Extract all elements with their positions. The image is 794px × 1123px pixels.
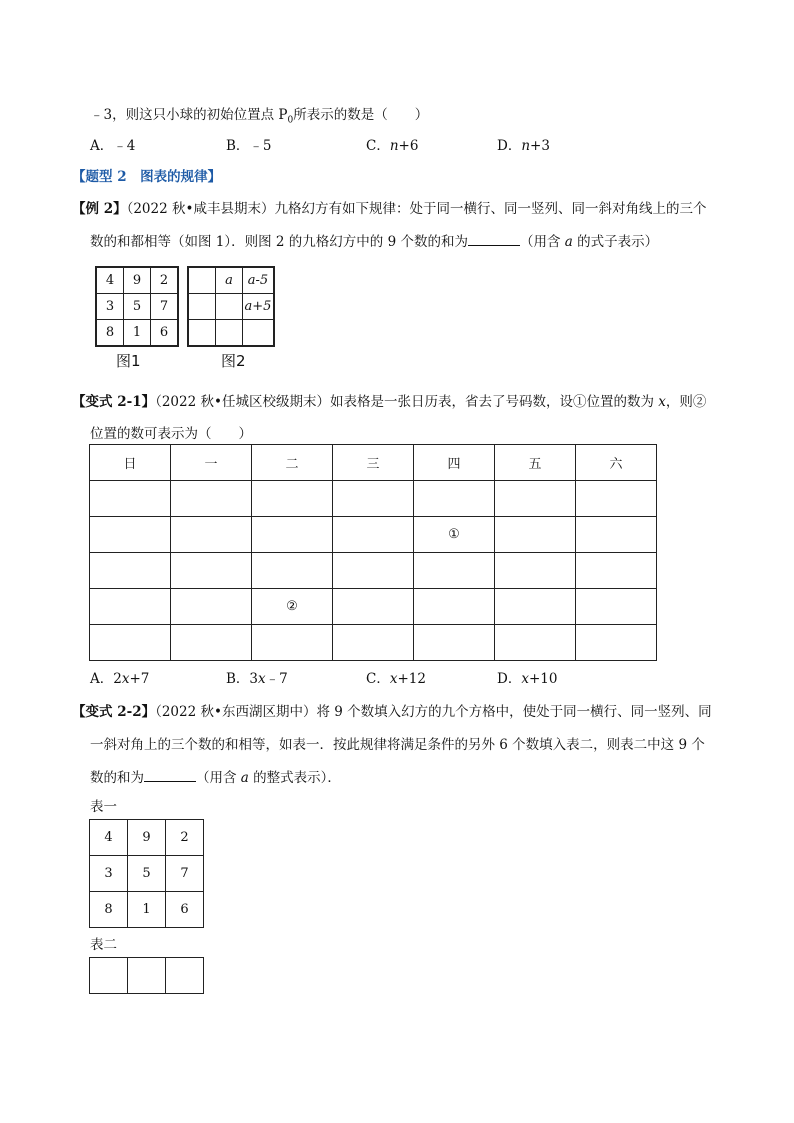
fig1-cell: 3	[96, 294, 124, 320]
variant21-option-a	[90, 667, 149, 687]
prev-option-d	[497, 134, 550, 154]
table2-label: 表二	[90, 937, 117, 953]
calendar-row	[90, 625, 657, 661]
variant21-option-c	[366, 667, 426, 687]
calendar-row	[90, 589, 657, 625]
prev-option-b	[226, 134, 272, 154]
example2-tag: 【例 2】	[72, 201, 127, 217]
fig2-cell	[188, 294, 216, 320]
prev-question-stem	[90, 103, 428, 126]
prev-option-a	[90, 134, 135, 154]
option-letter: D．	[497, 138, 522, 154]
example2-line2	[90, 230, 658, 250]
table2-magic-square	[89, 957, 204, 994]
option-letter: B．	[226, 138, 250, 154]
option-var: x	[258, 671, 266, 687]
variant22-line1	[72, 700, 712, 720]
table2-cell	[166, 958, 204, 994]
variant21-tag: 【变式 2-1】	[72, 394, 156, 410]
table1-cell: 1	[128, 892, 166, 928]
example2-text1: （2022 秋•咸丰县期末）九格幻方有如下规律：处于同一横行、同一竖列、同一斜对角线上的三个	[126, 201, 707, 217]
variant21-text1a: （2022 秋•任城区校级期末）如表格是一张日历表，省去了号码数，设①位置的数为	[155, 394, 659, 410]
fig2-cell	[216, 294, 243, 320]
option-var: x	[521, 671, 529, 687]
prev-option-c	[366, 134, 418, 154]
table1-cell: 8	[90, 892, 128, 928]
calendar-header-wed: 三	[333, 445, 414, 481]
calendar-header-sat: 六	[576, 445, 657, 481]
calendar-header-thu: 四	[414, 445, 495, 481]
calendar-header-sun: 日	[90, 445, 171, 481]
option-letter: D．	[497, 671, 522, 687]
option-letter: B．	[226, 671, 250, 687]
option-text: +7	[129, 671, 150, 687]
fig1-cell: 6	[151, 320, 179, 347]
option-letter: A．	[90, 671, 114, 687]
option-letter: A．	[90, 138, 114, 154]
option-var: n	[521, 138, 531, 154]
fig2-cell	[188, 267, 216, 294]
variant21-var: x	[658, 394, 666, 410]
calendar-header-mon: 一	[171, 445, 252, 481]
variant22-text1: （2022 秋•东西湖区期中）将 9 个数填入幻方的九个方格中，使处于同一横行、同一竖列、同	[155, 704, 712, 720]
variant22-line2: 一斜对角上的三个数的和相等，如表一．按此规律将满足条件的另外 6 个数填入表二，则表二中这 9 个	[90, 737, 705, 753]
fig2-cell	[216, 320, 243, 347]
table1-cell: 2	[166, 820, 204, 856]
table1-magic-square	[89, 819, 204, 928]
prev-stem-subscript: 0	[287, 115, 294, 126]
fig2-cell: a+5	[243, 294, 275, 320]
option-text: ﹣7	[265, 671, 288, 687]
calendar-mark-one: ①	[414, 517, 495, 553]
example2-text2c: 的式子表示）	[572, 234, 659, 250]
option-var: n	[389, 138, 399, 154]
variant21-line2: 位置的数可表示为（ ）	[90, 426, 252, 442]
variant21-option-b	[226, 667, 288, 687]
calendar-row	[90, 553, 657, 589]
table1-cell: 5	[128, 856, 166, 892]
answer-blank[interactable]	[144, 769, 196, 782]
fig1-cell: 8	[96, 320, 124, 347]
variant22-tag: 【变式 2-2】	[72, 704, 156, 720]
variant22-text3b: （用含	[196, 770, 241, 786]
calendar-row	[90, 481, 657, 517]
calendar-header-tue: 二	[252, 445, 333, 481]
table2-cell	[128, 958, 166, 994]
calendar-header-fri: 五	[495, 445, 576, 481]
option-text: ﹣5	[249, 138, 272, 154]
fig1-cell: 1	[124, 320, 151, 347]
prev-stem-text: ﹣3，则这只小球的初始位置点 P	[90, 107, 288, 123]
table1-cell: 3	[90, 856, 128, 892]
option-pre: 2	[113, 671, 122, 687]
option-text: +10	[528, 671, 558, 687]
fig1-cell: 5	[124, 294, 151, 320]
figure1-grid	[95, 266, 179, 347]
variant21-option-d	[497, 667, 557, 687]
prev-stem-tail: 所表示的数是（ ）	[293, 107, 429, 123]
variant22-var: a	[240, 770, 249, 786]
option-text: +12	[397, 671, 426, 687]
fig2-cell: a-5	[243, 267, 275, 294]
fig1-cell: 7	[151, 294, 179, 320]
fig1-cell: 2	[151, 267, 179, 294]
variant22-text3a: 数的和为	[90, 770, 144, 786]
figure1-caption: 图1	[116, 352, 141, 370]
option-var: x	[389, 671, 398, 687]
example2-text2a: 数的和都相等（如图 1）．则图 2 的九格幻方中的 9 个数的和为	[90, 234, 468, 250]
fig1-cell: 9	[124, 267, 151, 294]
calendar-mark-two: ②	[252, 589, 333, 625]
variant21-text1b: ，则②	[665, 394, 707, 410]
fig2-cell	[243, 320, 275, 347]
example2-line1	[72, 197, 706, 217]
answer-blank[interactable]	[468, 233, 520, 246]
fig2-cell: a	[216, 267, 243, 294]
option-var: x	[121, 671, 130, 687]
table1-cell: 4	[90, 820, 128, 856]
variant22-line3	[90, 766, 341, 786]
table1-cell: 7	[166, 856, 204, 892]
fig1-cell: 4	[96, 267, 124, 294]
variant22-text3c: 的整式表示）．	[248, 770, 341, 786]
option-letter: C．	[366, 138, 390, 154]
option-text: +6	[398, 138, 419, 154]
table1-label: 表一	[90, 799, 117, 815]
example2-var: a	[564, 234, 573, 250]
section-heading: 【题型 2 图表的规律】	[72, 169, 222, 185]
option-pre: 3	[249, 671, 259, 687]
calendar-table	[89, 444, 657, 661]
option-text: ﹣4	[113, 138, 136, 154]
fig2-cell	[188, 320, 216, 347]
calendar-row	[90, 517, 657, 553]
example2-text2b: （用含	[519, 234, 565, 250]
table2-cell	[90, 958, 128, 994]
option-letter: C．	[366, 671, 390, 687]
figure2-caption: 图2	[221, 352, 246, 370]
table1-cell: 6	[166, 892, 204, 928]
option-text: +3	[530, 138, 550, 154]
figure2-grid	[187, 266, 275, 347]
variant21-line1	[72, 390, 706, 410]
table1-cell: 9	[128, 820, 166, 856]
